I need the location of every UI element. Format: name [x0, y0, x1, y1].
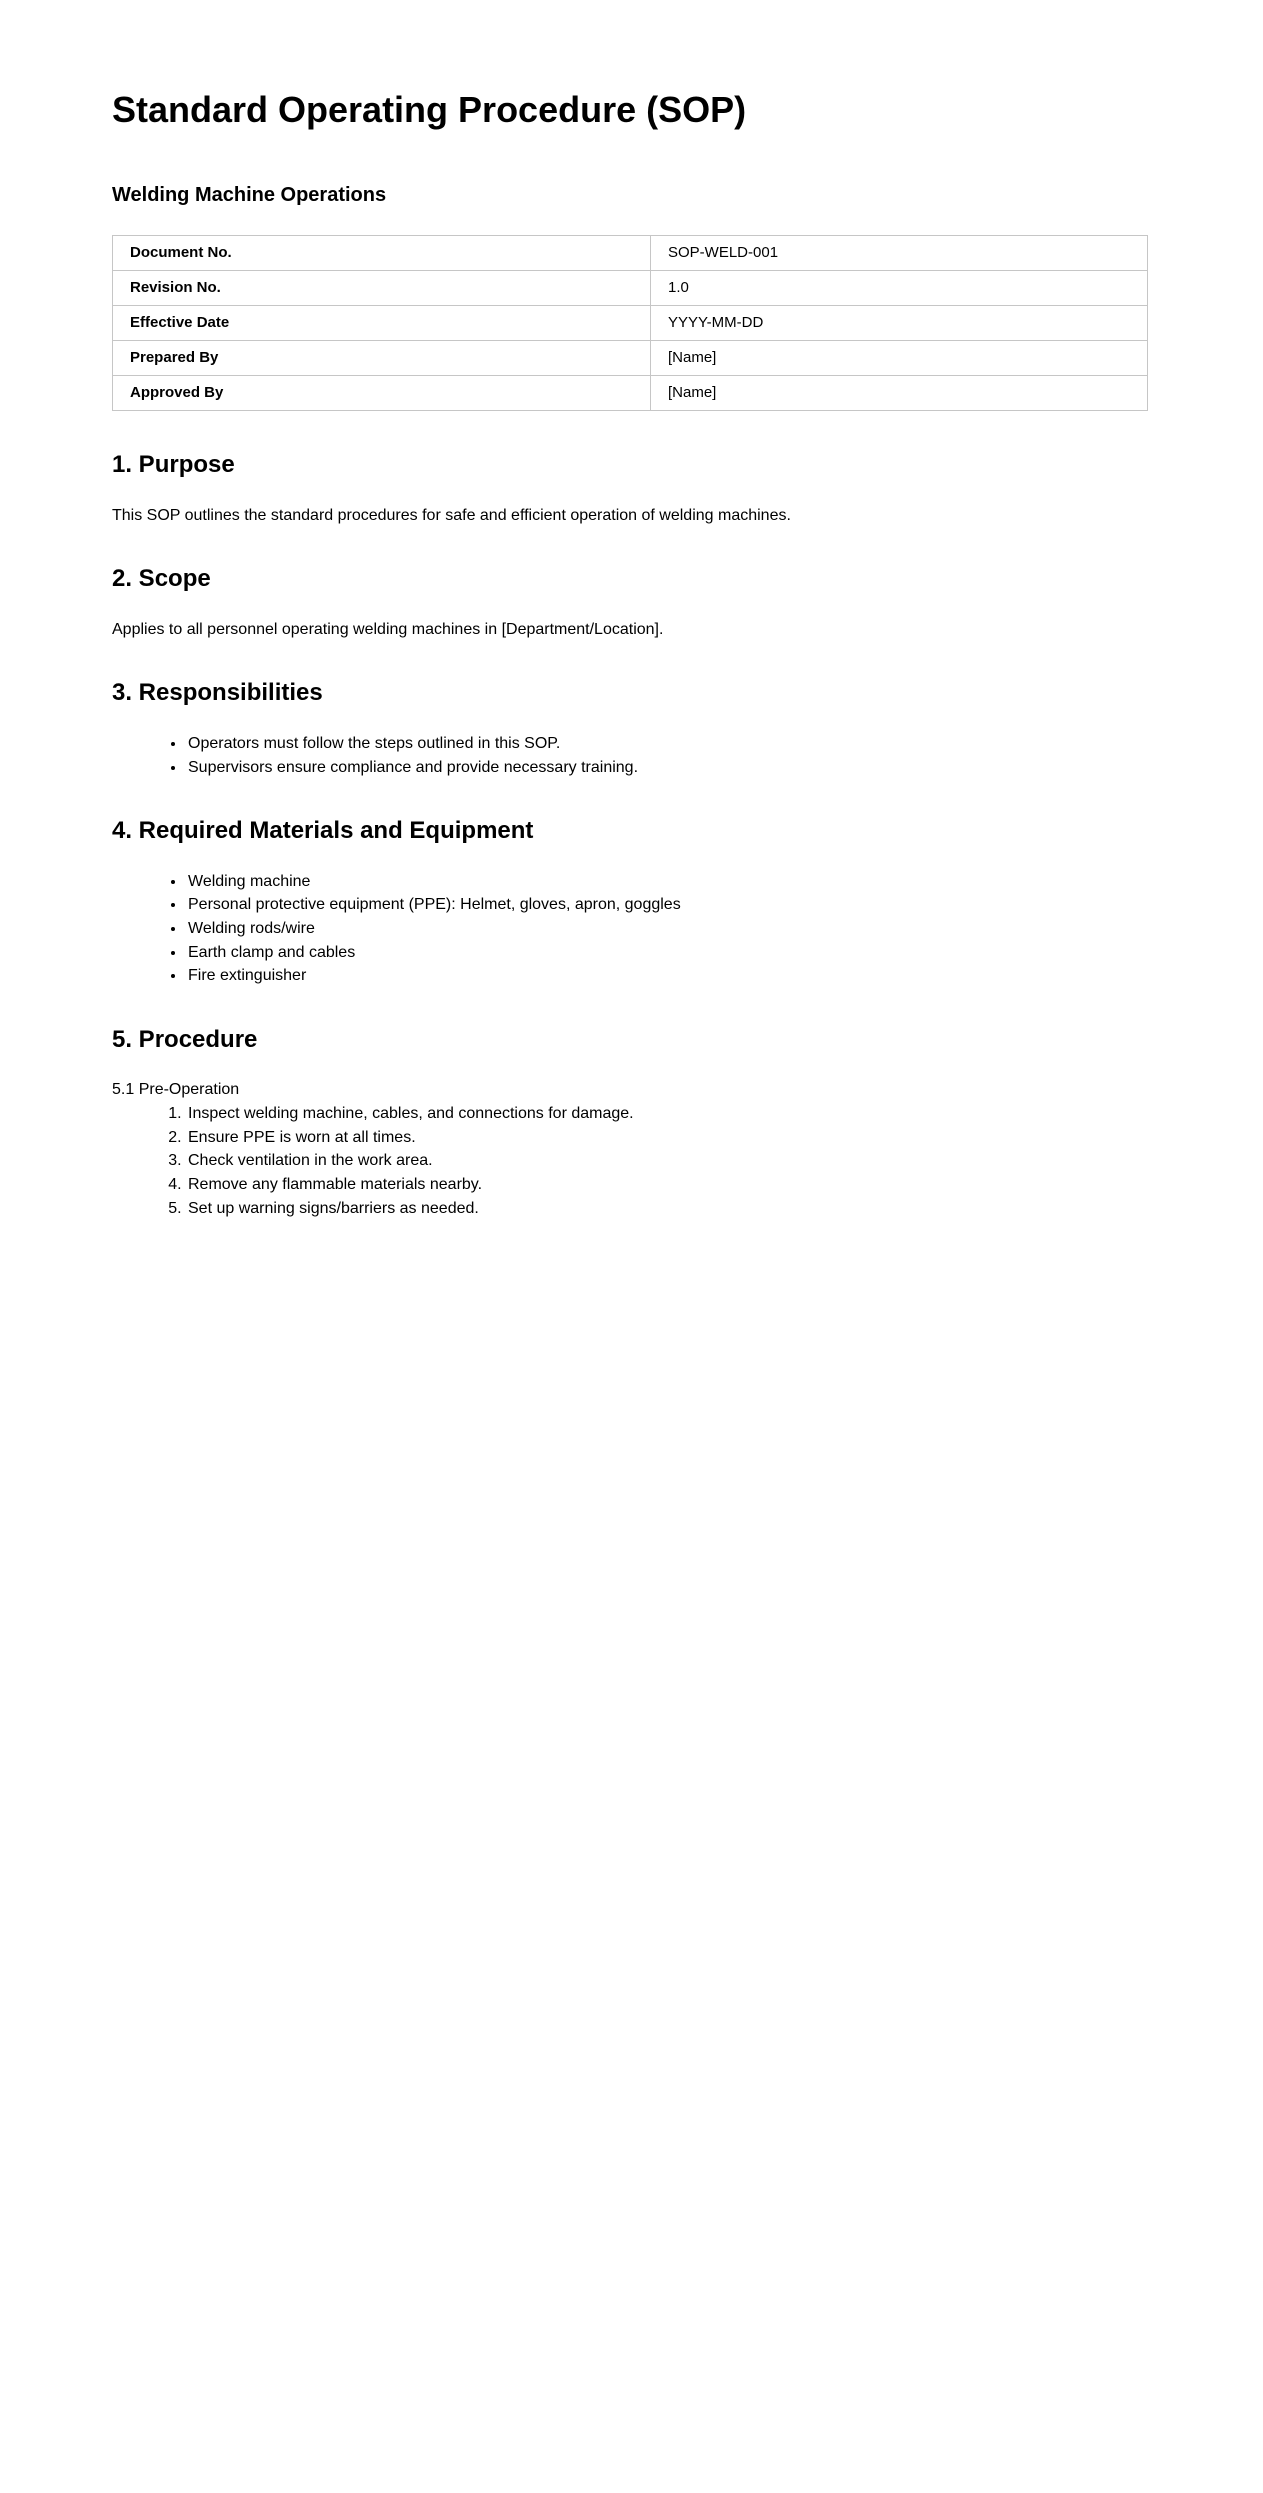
- info-label-revision-no: Revision No.: [113, 271, 651, 306]
- step-item: 4. Remove any flammable materials nearby.: [186, 1175, 1148, 1194]
- materials-list: [112, 872, 1148, 986]
- step-item: 5. Set up warning signs/barriers as needed.: [186, 1199, 1148, 1218]
- section-heading-responsibilities: 3. Responsibilities: [112, 679, 323, 707]
- document-info-table: [112, 235, 1148, 411]
- info-label-document-no: Document No.: [113, 236, 651, 271]
- section-paragraph-purpose: This SOP outlines the standard procedures for safe and efficient operation of welding machines.: [112, 506, 791, 524]
- info-value-prepared-by: [Name]: [651, 341, 1148, 376]
- list-item: • Personal protective equipment (PPE): Helmet, gloves, apron, goggles: [186, 895, 1148, 914]
- step-item: 1. Inspect welding machine, cables, and connections for damage.: [186, 1104, 1148, 1123]
- document-subtitle: Welding Machine Operations: [112, 184, 387, 207]
- info-label-effective-date: Effective Date: [113, 306, 651, 341]
- table-row: [113, 236, 1148, 271]
- table-row: [113, 341, 1148, 376]
- list-item: • Welding machine: [186, 872, 1148, 891]
- list-item: • Operators must follow the steps outlined in this SOP.: [186, 734, 1148, 753]
- step-item: 2. Ensure PPE is worn at all times.: [186, 1128, 1148, 1147]
- info-value-effective-date: YYYY-MM-DD: [651, 306, 1148, 341]
- document-title: Standard Operating Procedure (SOP): [112, 89, 747, 130]
- subsection-title-pre-operation: 5.1 Pre-Operation: [112, 1081, 240, 1099]
- table-row: [113, 306, 1148, 341]
- section-heading-materials: 4. Required Materials and Equipment: [112, 816, 534, 844]
- list-item: • Fire extinguisher: [186, 966, 1148, 985]
- responsibilities-list: [112, 734, 1148, 777]
- info-label-approved-by: Approved By: [113, 376, 651, 411]
- section-heading-procedure: 5. Procedure: [112, 1025, 258, 1053]
- section-heading-purpose: 1. Purpose: [112, 451, 235, 479]
- step-item: 3. Check ventilation in the work area.: [186, 1151, 1148, 1170]
- list-item: • Earth clamp and cables: [186, 943, 1148, 962]
- section-paragraph-scope: Applies to all personnel operating welding machines in [Department/Location].: [112, 620, 664, 638]
- list-item: • Welding rods/wire: [186, 919, 1148, 938]
- info-value-approved-by: [Name]: [651, 376, 1148, 411]
- table-row: [113, 376, 1148, 411]
- info-value-document-no: SOP-WELD-001: [651, 236, 1148, 271]
- info-label-prepared-by: Prepared By: [113, 341, 651, 376]
- info-value-revision-no: 1.0: [651, 271, 1148, 306]
- table-row: [113, 271, 1148, 306]
- list-item: • Supervisors ensure compliance and provide necessary training.: [186, 758, 1148, 777]
- pre-operation-steps-list: [112, 1104, 1148, 1218]
- section-heading-scope: 2. Scope: [112, 565, 211, 593]
